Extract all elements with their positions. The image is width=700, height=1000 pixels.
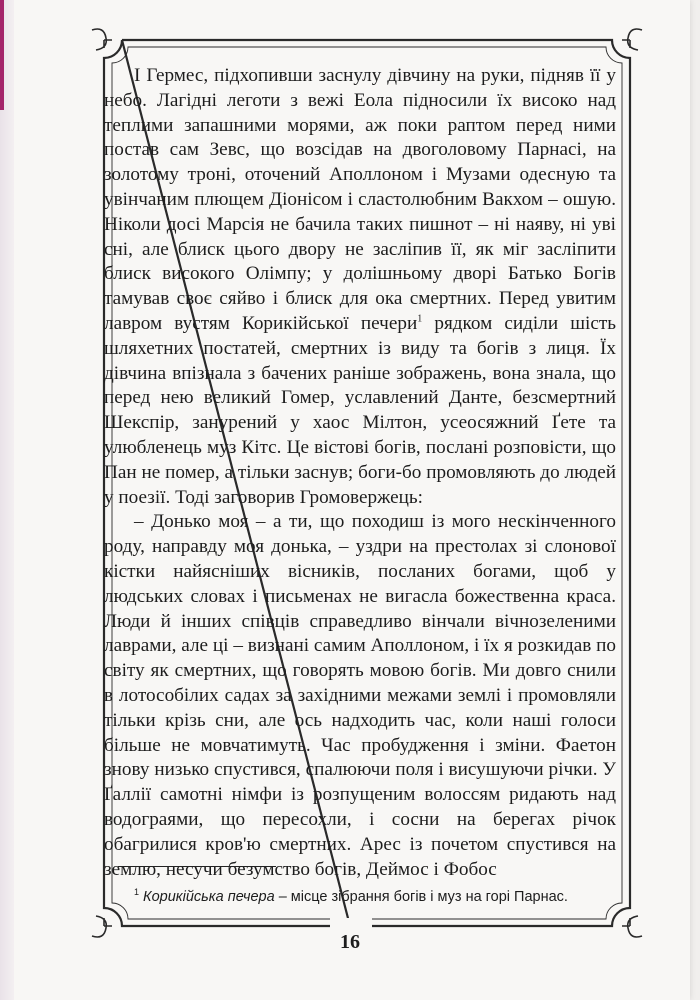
footnote-reference[interactable]: 1 [417,313,423,325]
footnote-divider [118,866,276,867]
paragraph-1 [104,64,616,510]
paragraph-2 [104,510,616,882]
body-text [104,64,616,882]
page-number: 16 [340,931,360,953]
paragraph-1-text-continued: рядком сиділи шість шляхетних постатей, смертних із виду та богів з лиця. Їх дівчина впізнала з бачених раніше зображень, вона знала, що перед нею великий Гомер, уславлений Данте, безсмертний Шекспір, занурений у хаос Мілтон, усеосяжний Ґете та улюбленець муз Кітс. Це вістові богів, послані розповісти, що Пан не помер, а тільки заснув; боги-бо промовляють до людей у поезії. Тоді заговорив Громовержець: [104,312,616,508]
footnote-mark: 1 [134,887,140,898]
footnote [134,889,654,905]
paragraph-2-text: – Донько моя – а ти, що походиш із мого нескінченного роду, направду моя донька, – уздри на престолах зі слонової кістки найясніших вісників, посланих богами, щоб у людських словах і письменах не вигасла божественна краса. Люди й інших співців справедливо вінчали вічнозеленими лаврами, але ці – визнані самим Аполлоном, і їх я розкидав по світу як смертних, що говорять мовою богів. Ми довго снили в лотособілих садах за західними межами землі і промовляли тільки крізь сни, але ось надходить час, коли наші голоси більше не мовчатимуть. Час пробудження і зміни. Фаетон знову низько спустився, спалюючи поля і висушуючи річки. У Ґаллії самотні німфи із розпущеним волоссям ридають над водограями, що пересохли, і сосни на берегах річок обагрилися кров'ю смертних. Арес із почетом спустився на землю, несучи безумство богів, Деймос і Фобос [104,511,616,880]
footnote-text: – місце зібрання богів і муз на горі Парнас. [274,889,568,905]
footnote-term: Корикійська печера [143,889,275,905]
paragraph-1-text: І Гермес, підхопивши заснулу дівчину на руки, підняв її у небо. Лагідні леготи з вежі Еола підносили їх високо над теплими запашними морями, аж поки раптом перед ними постав сам Зевс, що возсідав на двоголовому Парнасі, на золотому троні, оточений Аполлоном і Музами одесную та увінчаним плющем Діонісом і сластолюбним Вакхом – ошую. Ніколи досі Марсія не бачила таких пишнот – ні наяву, ні уві сні, але блиск цього двору не засліпив її, як міг засліпити блиск високого Олімпу; у долішньому дворі Батько Богів тамував своє сяйво і блиск для ока смертних. Перед увитим лавром вустям Корикійської печери [104,65,616,334]
